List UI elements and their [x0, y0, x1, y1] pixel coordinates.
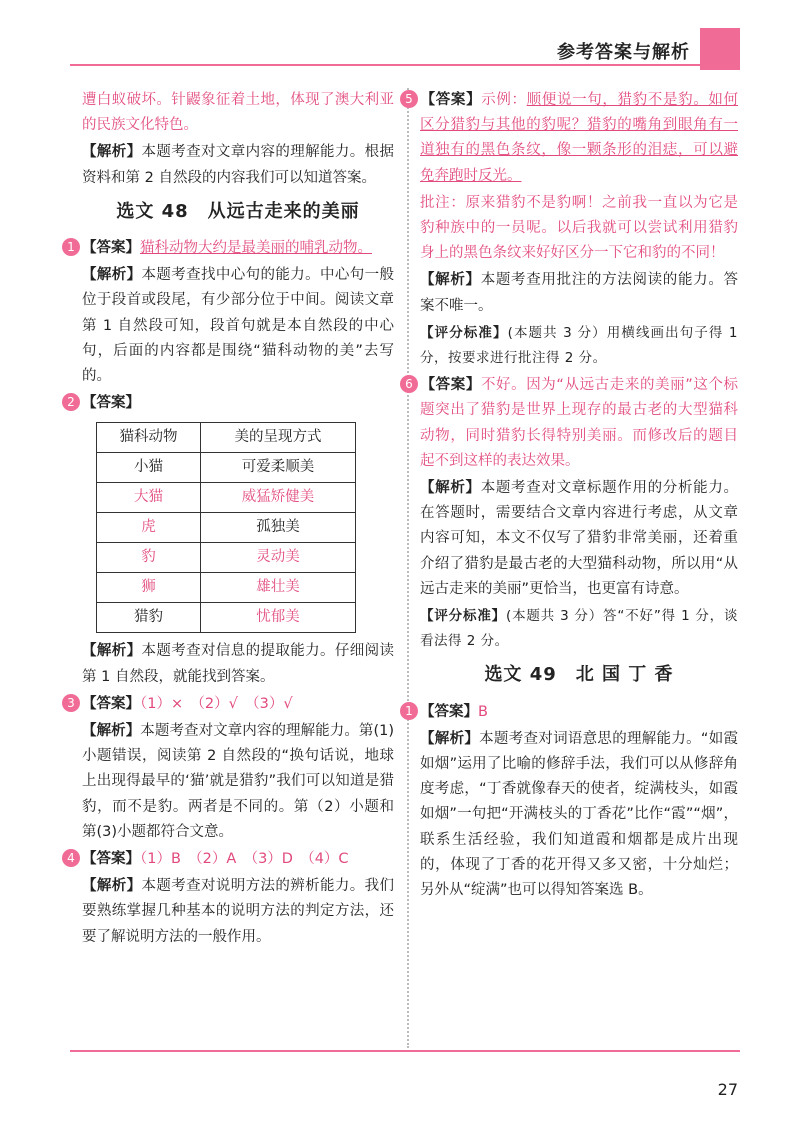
question-number-badge: 5 — [400, 90, 418, 108]
scoring-text: (本题共 3 分）答“不好”得 1 分，谈看法得 2 分。 — [420, 608, 738, 650]
answer-text: （1）B （2）A （3）D （4）C — [140, 851, 349, 868]
header-rule — [70, 64, 740, 66]
question-number-badge: 2 — [62, 393, 80, 411]
question-1-answer — [67, 236, 394, 261]
answer-tag: 【答案】 — [82, 240, 140, 257]
table-row — [97, 513, 356, 543]
header-title: 参考答案与解析 — [557, 42, 690, 63]
question-3-answer — [67, 692, 394, 717]
page-header — [0, 0, 800, 70]
column-divider — [407, 88, 409, 1048]
answer-text: （1）× （2）√ （3）√ — [140, 695, 293, 712]
question-5-annotation: 批注：原来猎豹不是豹啊！之前我一直以为它是豹种族中的一员呢。以后我就可以尝试利用猎豹身上的黑色条纹来好好区分一下它和豹的不同！ — [420, 194, 738, 262]
question-number-badge: 3 — [62, 694, 80, 712]
beauty-cell: 忧郁美 — [200, 603, 355, 633]
question-4-answer — [67, 847, 394, 872]
question-6-analysis — [420, 476, 738, 602]
question-6-scoring — [420, 604, 738, 654]
page-number: 27 — [717, 1080, 738, 1099]
answer-text: 不好。因为“从远古走来的美丽”这个标题突出了猎豹是世界上现存的最古老的大型猫科动物，同时猎豹长得特别美丽。而修改后的题目起不到这样的表达效果。 — [420, 377, 738, 469]
intro-analysis — [82, 140, 394, 190]
beauty-cell: 孤独美 — [200, 513, 355, 543]
question-4-analysis — [82, 874, 394, 950]
table-row — [97, 483, 356, 513]
answer-text: 顺便说一句，猎豹不是豹。如何区分猎豹与其他的豹呢？猎豹的嘴角到眼角有一道独有的黑色条纹，像一颗条形的泪痣，可以避免奔跑时反光。 — [420, 92, 739, 184]
section-title-48: 选文 48 从远古走来的美丽 — [116, 200, 360, 222]
question-5-scoring — [420, 321, 738, 371]
table-header-beauty: 美的呈现方式 — [200, 423, 355, 453]
analysis-text: 本题考查对词语意思的理解能力。“如霞如烟”运用了比喻的修辞手法，我们可以从修辞角度考虑，“丁香就像春天的使者，绽满枝头，如霞如烟”一句把“开满枝头的丁香花”比作“霞”“烟”，联系生活经验，我们知道霞和烟都是成片出现的，体现了丁香的花开得又多又密，十分灿烂；另外从“绽满”也可以得知答案选 B。 — [420, 730, 738, 899]
question-2-answer — [67, 391, 394, 416]
answer-prefix: 示例： — [481, 92, 527, 108]
answer-tag: 【答案】 — [420, 703, 478, 720]
answer-tag: 【答案】 — [420, 377, 481, 394]
question-1-answer — [405, 700, 738, 725]
table-row — [97, 543, 356, 573]
analysis-tag: 【解析】 — [82, 643, 142, 660]
table-row — [97, 603, 356, 633]
left-column — [67, 88, 394, 952]
analysis-tag: 【解析】 — [82, 723, 141, 740]
answer-tag: 【答案】 — [420, 92, 482, 108]
question-3-analysis — [82, 719, 394, 845]
question-5-answer — [405, 88, 739, 189]
answer-text: 猫科动物大约是最美丽的哺乳动物。 — [140, 240, 372, 257]
analysis-text: 本题考查用批注的方法阅读的能力。答案不唯一。 — [420, 272, 739, 314]
question-2-analysis — [82, 639, 394, 689]
question-number-badge: 1 — [62, 238, 80, 256]
question-number-badge: 6 — [400, 375, 418, 393]
animal-cell: 猎豹 — [97, 603, 201, 633]
animal-cell: 狮 — [97, 573, 201, 603]
analysis-text: 本题考查对文章标题作用的分析能力。在答题时，需要结合文章内容进行考虑，从文章内容可知，本文不仅写了猎豹非常美丽，还着重介绍了猎豹是最古老的大型猫科动物，所以用“从远古走来的美丽”更恰当，也更富有诗意。 — [420, 480, 739, 597]
animal-cell: 大猫 — [97, 483, 201, 513]
analysis-tag: 【解析】 — [82, 267, 142, 284]
analysis-tag: 【解析】 — [82, 878, 142, 895]
right-column — [405, 88, 739, 905]
question-number-badge: 4 — [62, 849, 80, 867]
beauty-cell: 威猛矫健美 — [200, 483, 355, 513]
question-1-analysis — [420, 727, 738, 903]
answer-tag: 【答案】 — [82, 395, 140, 412]
scoring-tag: 【评分标准】 — [420, 324, 508, 341]
answer-tag: 【答案】 — [82, 851, 140, 868]
analysis-tag: 【解析】 — [420, 730, 480, 747]
table-row — [97, 453, 356, 483]
beauty-cell: 雄壮美 — [200, 573, 355, 603]
analysis-text: 本题考查对信息的提取能力。仔细阅读第 1 自然段，就能找到答案。 — [82, 643, 394, 685]
analysis-text: 本题考查对说明方法的辨析能力。我们要熟练掌握几种基本的说明方法的判定方法，还要了解说明方法的一般作用。 — [82, 878, 394, 945]
question-5-analysis — [420, 268, 738, 318]
answer-text: B — [478, 703, 488, 720]
cat-beauty-table — [96, 422, 356, 633]
scoring-text: (本题共 3 分）用横线画出句子得 1 分，按要求进行批注得 2 分。 — [420, 324, 739, 367]
question-6-answer — [405, 373, 738, 474]
scoring-tag: 【评分标准】 — [420, 608, 506, 625]
analysis-tag: 【解析】 — [420, 272, 481, 289]
table-header-animal: 猫科动物 — [97, 423, 201, 453]
animal-cell: 小猫 — [97, 453, 201, 483]
footer-rule — [70, 1050, 740, 1052]
analysis-tag: 【解析】 — [82, 144, 142, 161]
question-1-analysis — [82, 263, 394, 389]
analysis-tag: 【解析】 — [420, 480, 481, 497]
beauty-cell: 可爱柔顺美 — [200, 453, 355, 483]
table-header-row — [97, 423, 356, 453]
question-number-badge: 1 — [400, 702, 418, 720]
analysis-text: 本题考查找中心句的能力。中心句一般位于段首或段尾，有少部分位于中间。阅读文章第 1 自然段可知，段首句就是本自然段的中心句，后面的内容都是围绕“猫科动物的美”去写的。 — [82, 267, 394, 385]
answer-tag: 【答案】 — [82, 695, 140, 712]
section-title-49: 选文 49 北 国 丁 香 — [484, 664, 674, 686]
animal-cell: 虎 — [97, 513, 201, 543]
animal-cell: 豹 — [97, 543, 201, 573]
analysis-text: 本题考查对文章内容的理解能力。根据资料和第 2 自然段的内容我们可以知道答案。 — [82, 144, 394, 186]
beauty-cell: 灵动美 — [200, 543, 355, 573]
intro-answer-continued: 遭白蚁破坏。针鼹象征着土地，体现了澳大利亚的民族文化特色。 — [82, 92, 394, 134]
analysis-text: 本题考查对文章内容的理解能力。第(1)小题错误，阅读第 2 自然段的“换句话说，地球上出现得最早的‘猫’就是猎豹”我们可以知道是猎豹，而不是豹。两者是不同的。第（2）小题和第(3)小题都符合文意。 — [82, 723, 394, 840]
table-row — [97, 573, 356, 603]
